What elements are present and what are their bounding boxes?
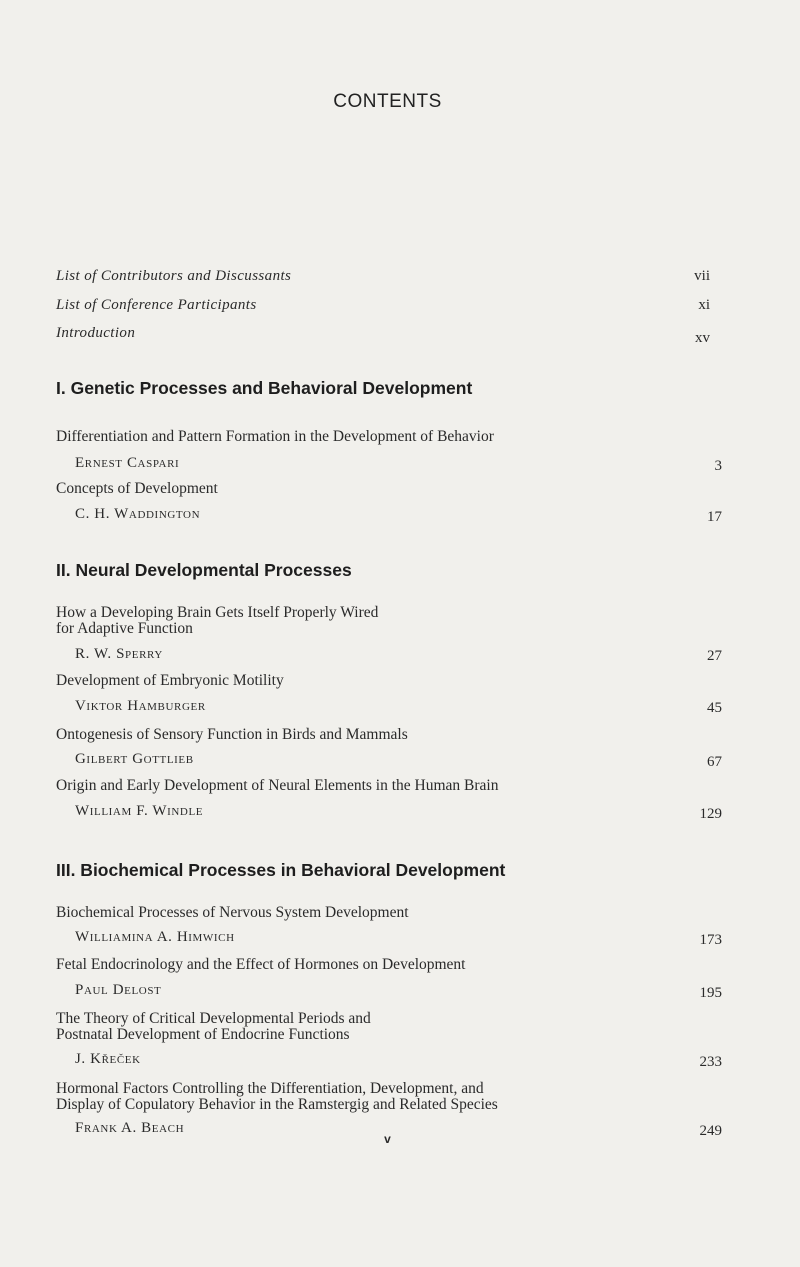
entry-title: Differentiation and Pattern Formation in the Development of Behavior	[56, 428, 494, 445]
entry-title: Biochemical Processes of Nervous System Development	[56, 904, 409, 921]
entry-title: Introduction	[56, 325, 136, 341]
entry-page: xi	[698, 297, 710, 313]
entry-title: Origin and Early Development of Neural Elements in the Human Brain	[56, 777, 499, 794]
entry-author: J. Křeček	[75, 1051, 141, 1067]
section-heading: III. Biochemical Processes in Behavioral Development	[56, 860, 506, 880]
entry-page: 249	[699, 1123, 722, 1139]
entry-page: 45	[707, 700, 722, 716]
entry-title: The Theory of Critical Developmental Periods and	[56, 1010, 371, 1027]
entry-page: vii	[694, 268, 710, 284]
section-heading: I. Genetic Processes and Behavioral Development	[56, 378, 473, 398]
entry-title: How a Developing Brain Gets Itself Properly Wired	[56, 604, 379, 621]
entry-author: Williamina A. Himwich	[75, 929, 235, 945]
entry-title: Ontogenesis of Sensory Function in Birds and Mammals	[56, 726, 408, 743]
front-matter-entry	[56, 268, 710, 290]
entry-author: Paul Delost	[75, 982, 162, 998]
entry-page: 129	[699, 806, 722, 822]
page-folio: v	[384, 1132, 391, 1146]
entry-title: Development of Embryonic Motility	[56, 672, 284, 689]
entry-author: R. W. Sperry	[75, 646, 163, 662]
front-matter-entry	[56, 297, 710, 319]
entry-title-line-2: for Adaptive Function	[56, 620, 193, 637]
entry-page: 67	[707, 754, 722, 770]
entry-author: Viktor Hamburger	[75, 698, 206, 714]
section-heading: II. Neural Developmental Processes	[56, 560, 352, 580]
entry-title: List of Conference Participants	[56, 297, 257, 313]
entry-page: 3	[714, 458, 722, 474]
entry-title: Fetal Endocrinology and the Effect of Hormones on Development	[56, 956, 466, 973]
entry-author: William F. Windle	[75, 803, 204, 819]
entry-page: 195	[699, 985, 722, 1001]
entry-author: Ernest Caspari	[75, 455, 180, 471]
entry-author: Gilbert Gottlieb	[75, 751, 194, 767]
entry-title: List of Contributors and Discussants	[56, 268, 292, 284]
entry-page: xv	[695, 330, 710, 346]
entry-page: 27	[707, 648, 722, 664]
entry-page: 17	[707, 509, 722, 525]
entry-page: 233	[699, 1054, 722, 1070]
entry-title-line-2: Display of Copulatory Behavior in the Ramstergig and Related Species	[56, 1096, 498, 1113]
entry-title: Concepts of Development	[56, 480, 218, 497]
entry-author: Frank A. Beach	[75, 1120, 185, 1136]
entry-page: 173	[699, 932, 722, 948]
entry-author: C. H. Waddington	[75, 506, 201, 522]
front-matter-entry	[56, 325, 710, 347]
page-heading: CONTENTS	[333, 91, 442, 112]
entry-title: Hormonal Factors Controlling the Differentiation, Development, and	[56, 1080, 484, 1097]
entry-title-line-2: Postnatal Development of Endocrine Functions	[56, 1026, 350, 1043]
